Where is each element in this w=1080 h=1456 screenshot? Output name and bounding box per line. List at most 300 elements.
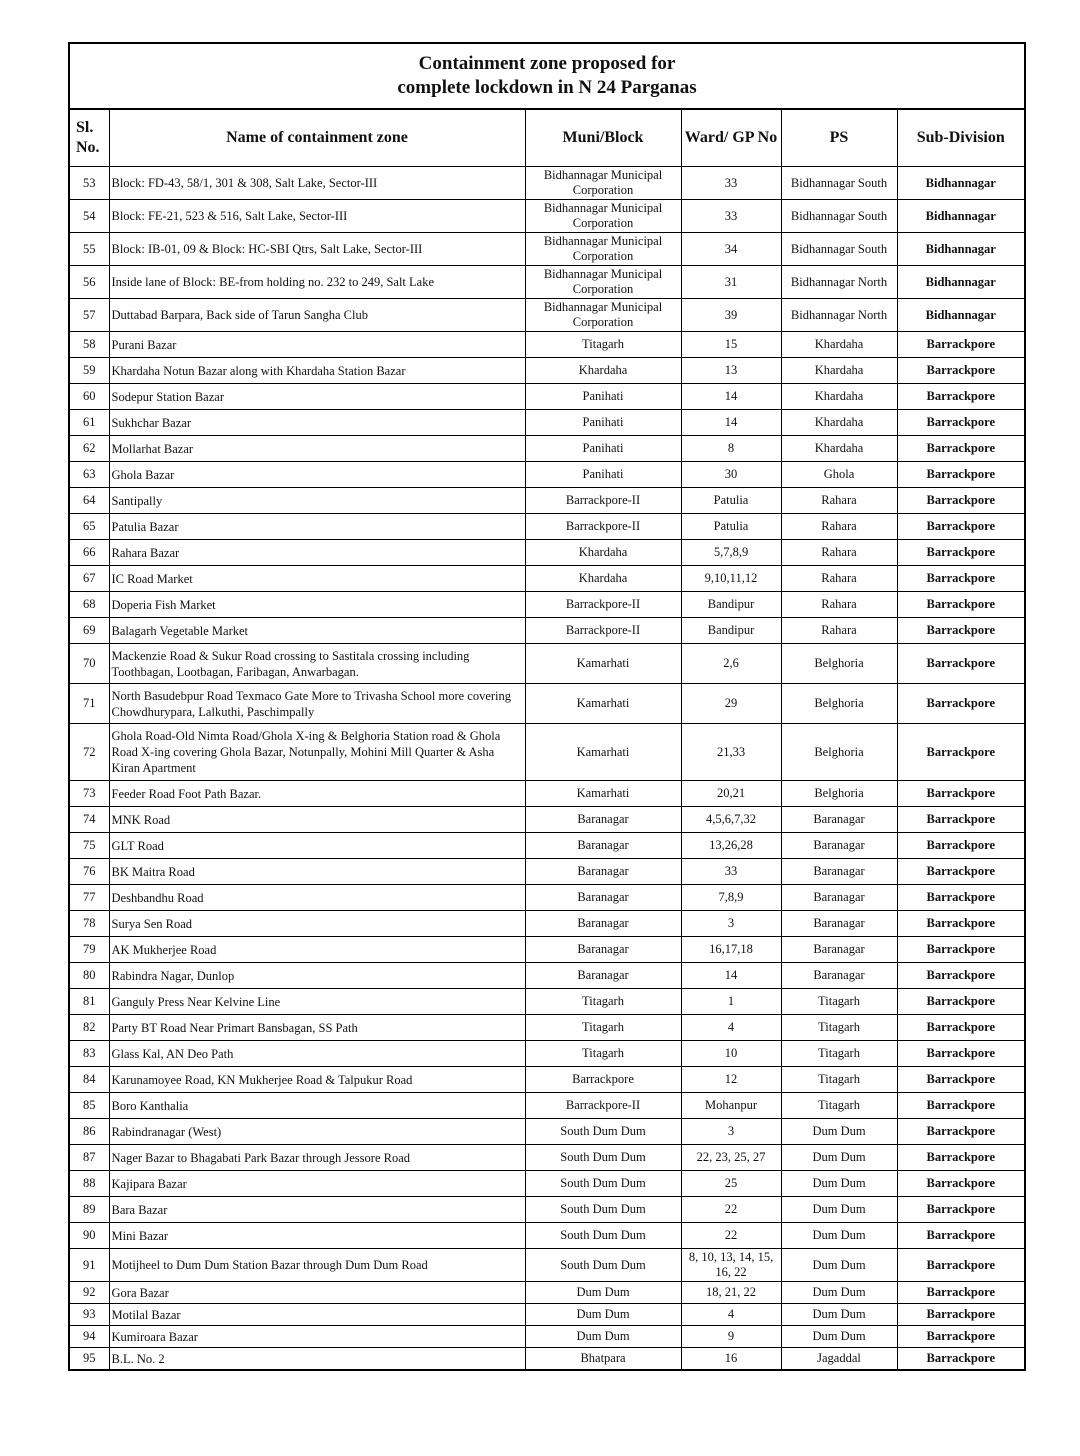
- cell-muni-block: South Dum Dum: [525, 1145, 681, 1171]
- title-line-2: complete lockdown in N 24 Parganas: [397, 77, 697, 98]
- cell-ward-gp: 5,7,8,9: [681, 540, 781, 566]
- table-row: [70, 644, 1024, 684]
- cell-zone-name: Gora Bazar: [109, 1282, 525, 1304]
- table-row: [70, 1171, 1024, 1197]
- cell-ward-gp: 33: [681, 859, 781, 885]
- cell-ward-gp: Patulia: [681, 514, 781, 540]
- cell-zone-name: Rahara Bazar: [109, 540, 525, 566]
- cell-zone-name: Deshbandhu Road: [109, 885, 525, 911]
- cell-sub-division: Bidhannagar: [897, 299, 1024, 332]
- cell-sl-no: 59: [70, 358, 109, 384]
- cell-ward-gp: 34: [681, 233, 781, 266]
- document-sheet: [68, 42, 1026, 1371]
- cell-zone-name: Motilal Bazar: [109, 1304, 525, 1326]
- cell-sl-no: 84: [70, 1067, 109, 1093]
- cell-sl-no: 88: [70, 1171, 109, 1197]
- cell-police-station: Titagarh: [781, 1067, 897, 1093]
- cell-ward-gp: 30: [681, 462, 781, 488]
- table-row: [70, 384, 1024, 410]
- cell-police-station: Bidhannagar North: [781, 299, 897, 332]
- cell-sub-division: Bidhannagar: [897, 200, 1024, 233]
- table-row: [70, 436, 1024, 462]
- cell-police-station: Baranagar: [781, 807, 897, 833]
- table-body: [70, 167, 1024, 1370]
- cell-sub-division: Barrackpore: [897, 1041, 1024, 1067]
- cell-muni-block: Titagarh: [525, 1041, 681, 1067]
- cell-sub-division: Barrackpore: [897, 618, 1024, 644]
- table-row: [70, 1119, 1024, 1145]
- cell-zone-name: GLT Road: [109, 833, 525, 859]
- cell-ward-gp: 14: [681, 410, 781, 436]
- cell-sub-division: Barrackpore: [897, 514, 1024, 540]
- cell-police-station: Belghoria: [781, 724, 897, 781]
- cell-ward-gp: 16,17,18: [681, 937, 781, 963]
- cell-ward-gp: 4: [681, 1015, 781, 1041]
- cell-sl-no: 72: [70, 724, 109, 781]
- cell-muni-block: Panihati: [525, 410, 681, 436]
- cell-sl-no: 64: [70, 488, 109, 514]
- cell-sl-no: 62: [70, 436, 109, 462]
- cell-ward-gp: 33: [681, 200, 781, 233]
- cell-sl-no: 57: [70, 299, 109, 332]
- cell-sub-division: Barrackpore: [897, 332, 1024, 358]
- table-row: [70, 1249, 1024, 1282]
- cell-sl-no: 83: [70, 1041, 109, 1067]
- cell-sl-no: 68: [70, 592, 109, 618]
- cell-ward-gp: 20,21: [681, 781, 781, 807]
- cell-sub-division: Barrackpore: [897, 1326, 1024, 1348]
- cell-ward-gp: 12: [681, 1067, 781, 1093]
- cell-sub-division: Barrackpore: [897, 410, 1024, 436]
- cell-police-station: Khardaha: [781, 410, 897, 436]
- cell-sl-no: 77: [70, 885, 109, 911]
- cell-muni-block: Kamarhati: [525, 684, 681, 724]
- cell-sub-division: Barrackpore: [897, 540, 1024, 566]
- table-row: [70, 989, 1024, 1015]
- cell-sub-division: Bidhannagar: [897, 233, 1024, 266]
- cell-ward-gp: 14: [681, 384, 781, 410]
- cell-police-station: Khardaha: [781, 436, 897, 462]
- table-row: [70, 233, 1024, 266]
- cell-sub-division: Barrackpore: [897, 358, 1024, 384]
- cell-muni-block: Barrackpore-II: [525, 618, 681, 644]
- cell-ward-gp: Patulia: [681, 488, 781, 514]
- cell-ward-gp: 9,10,11,12: [681, 566, 781, 592]
- cell-zone-name: Khardaha Notun Bazar along with Khardaha Station Bazar: [109, 358, 525, 384]
- cell-police-station: Rahara: [781, 488, 897, 514]
- cell-sl-no: 55: [70, 233, 109, 266]
- cell-ward-gp: 7,8,9: [681, 885, 781, 911]
- cell-sl-no: 61: [70, 410, 109, 436]
- cell-zone-name: Boro Kanthalia: [109, 1093, 525, 1119]
- cell-sub-division: Barrackpore: [897, 592, 1024, 618]
- cell-zone-name: Party BT Road Near Primart Bansbagan, SS Path: [109, 1015, 525, 1041]
- cell-sub-division: Barrackpore: [897, 724, 1024, 781]
- cell-sl-no: 86: [70, 1119, 109, 1145]
- cell-ward-gp: 3: [681, 1119, 781, 1145]
- cell-sl-no: 66: [70, 540, 109, 566]
- table-row: [70, 1145, 1024, 1171]
- cell-zone-name: Mini Bazar: [109, 1223, 525, 1249]
- cell-police-station: Dum Dum: [781, 1223, 897, 1249]
- col-header-sl-line1: Sl.: [76, 119, 94, 136]
- table-row: [70, 911, 1024, 937]
- table-row: [70, 410, 1024, 436]
- cell-sub-division: Bidhannagar: [897, 266, 1024, 299]
- cell-zone-name: Mackenzie Road & Sukur Road crossing to Sastitala crossing including Toothbagan, Lootbagan, Faribagan, Anwarbagan.: [109, 644, 525, 684]
- cell-sub-division: Barrackpore: [897, 1015, 1024, 1041]
- cell-muni-block: Baranagar: [525, 859, 681, 885]
- cell-ward-gp: Bandipur: [681, 618, 781, 644]
- cell-sub-division: Barrackpore: [897, 989, 1024, 1015]
- cell-zone-name: North Basudebpur Road Texmaco Gate More to Trivasha School more covering Chowdhurypara, Lalkuthi, Paschimpally: [109, 684, 525, 724]
- cell-muni-block: Kamarhati: [525, 781, 681, 807]
- cell-police-station: Khardaha: [781, 384, 897, 410]
- cell-police-station: Bidhannagar South: [781, 167, 897, 200]
- cell-muni-block: Barrackpore-II: [525, 592, 681, 618]
- containment-zone-table: [70, 110, 1024, 1369]
- cell-sub-division: Barrackpore: [897, 1171, 1024, 1197]
- cell-sub-division: Barrackpore: [897, 885, 1024, 911]
- table-row: [70, 540, 1024, 566]
- table-row: [70, 885, 1024, 911]
- col-header-muni: Muni/Block: [525, 110, 681, 167]
- cell-sl-no: 67: [70, 566, 109, 592]
- cell-police-station: Khardaha: [781, 332, 897, 358]
- col-header-sl: [70, 110, 109, 167]
- cell-zone-name: Inside lane of Block: BE-from holding no. 232 to 249, Salt Lake: [109, 266, 525, 299]
- cell-muni-block: Barrackpore-II: [525, 514, 681, 540]
- cell-sl-no: 65: [70, 514, 109, 540]
- cell-sl-no: 58: [70, 332, 109, 358]
- table-row: [70, 266, 1024, 299]
- table-row: [70, 299, 1024, 332]
- cell-muni-block: South Dum Dum: [525, 1171, 681, 1197]
- cell-sl-no: 90: [70, 1223, 109, 1249]
- table-row: [70, 167, 1024, 200]
- table-row: [70, 566, 1024, 592]
- cell-police-station: Dum Dum: [781, 1119, 897, 1145]
- cell-zone-name: Surya Sen Road: [109, 911, 525, 937]
- cell-zone-name: Ganguly Press Near Kelvine Line: [109, 989, 525, 1015]
- cell-zone-name: Ghola Road-Old Nimta Road/Ghola X-ing & Belghoria Station road & Ghola Road X-ing covering Ghola Bazar, Notunpally, Mohini Mill Quarter & Asha Kiran Apartment: [109, 724, 525, 781]
- cell-ward-gp: 33: [681, 167, 781, 200]
- cell-police-station: Baranagar: [781, 963, 897, 989]
- cell-police-station: Dum Dum: [781, 1326, 897, 1348]
- cell-zone-name: Bara Bazar: [109, 1197, 525, 1223]
- table-row: [70, 1304, 1024, 1326]
- cell-muni-block: Bidhannagar Municipal Corporation: [525, 299, 681, 332]
- cell-police-station: Dum Dum: [781, 1304, 897, 1326]
- cell-zone-name: Sukhchar Bazar: [109, 410, 525, 436]
- cell-zone-name: Mollarhat Bazar: [109, 436, 525, 462]
- cell-sub-division: Barrackpore: [897, 807, 1024, 833]
- cell-ward-gp: 13: [681, 358, 781, 384]
- cell-ward-gp: 29: [681, 684, 781, 724]
- cell-muni-block: South Dum Dum: [525, 1223, 681, 1249]
- cell-zone-name: Block: FD-43, 58/1, 301 & 308, Salt Lake, Sector-III: [109, 167, 525, 200]
- cell-zone-name: Ghola Bazar: [109, 462, 525, 488]
- cell-ward-gp: 4: [681, 1304, 781, 1326]
- table-row: [70, 488, 1024, 514]
- cell-sl-no: 80: [70, 963, 109, 989]
- cell-ward-gp: 1: [681, 989, 781, 1015]
- cell-zone-name: Kajipara Bazar: [109, 1171, 525, 1197]
- cell-sub-division: Barrackpore: [897, 436, 1024, 462]
- cell-ward-gp: 39: [681, 299, 781, 332]
- col-header-subdivision: Sub-Division: [897, 110, 1024, 167]
- cell-sub-division: Bidhannagar: [897, 167, 1024, 200]
- cell-zone-name: Block: FE-21, 523 & 516, Salt Lake, Sector-III: [109, 200, 525, 233]
- cell-sl-no: 71: [70, 684, 109, 724]
- table-row: [70, 358, 1024, 384]
- cell-police-station: Dum Dum: [781, 1145, 897, 1171]
- cell-muni-block: Panihati: [525, 436, 681, 462]
- col-header-ward: Ward/ GP No: [681, 110, 781, 167]
- cell-sl-no: 75: [70, 833, 109, 859]
- table-row: [70, 200, 1024, 233]
- table-row: [70, 937, 1024, 963]
- cell-zone-name: Motijheel to Dum Dum Station Bazar through Dum Dum Road: [109, 1249, 525, 1282]
- cell-ward-gp: Bandipur: [681, 592, 781, 618]
- title-line-1: Containment zone proposed for: [418, 53, 676, 74]
- cell-muni-block: Titagarh: [525, 1015, 681, 1041]
- table-row: [70, 462, 1024, 488]
- document-title: [70, 44, 1024, 110]
- cell-muni-block: Bidhannagar Municipal Corporation: [525, 167, 681, 200]
- cell-zone-name: Balagarh Vegetable Market: [109, 618, 525, 644]
- cell-sl-no: 78: [70, 911, 109, 937]
- cell-sl-no: 82: [70, 1015, 109, 1041]
- cell-sub-division: Barrackpore: [897, 684, 1024, 724]
- cell-muni-block: Khardaha: [525, 566, 681, 592]
- cell-muni-block: Khardaha: [525, 540, 681, 566]
- cell-sl-no: 56: [70, 266, 109, 299]
- cell-sl-no: 95: [70, 1348, 109, 1370]
- cell-zone-name: Feeder Road Foot Path Bazar.: [109, 781, 525, 807]
- cell-muni-block: Titagarh: [525, 332, 681, 358]
- cell-muni-block: South Dum Dum: [525, 1197, 681, 1223]
- cell-sub-division: Barrackpore: [897, 1304, 1024, 1326]
- table-row: [70, 1041, 1024, 1067]
- cell-police-station: Belghoria: [781, 644, 897, 684]
- cell-sub-division: Barrackpore: [897, 911, 1024, 937]
- cell-sub-division: Barrackpore: [897, 1249, 1024, 1282]
- table-row: [70, 684, 1024, 724]
- cell-sl-no: 87: [70, 1145, 109, 1171]
- col-header-name: Name of containment zone: [109, 110, 525, 167]
- cell-sl-no: 79: [70, 937, 109, 963]
- cell-sub-division: Barrackpore: [897, 859, 1024, 885]
- cell-zone-name: Glass Kal, AN Deo Path: [109, 1041, 525, 1067]
- cell-muni-block: Baranagar: [525, 807, 681, 833]
- cell-ward-gp: 22, 23, 25, 27: [681, 1145, 781, 1171]
- table-row: [70, 1197, 1024, 1223]
- cell-ward-gp: 8, 10, 13, 14, 15, 16, 22: [681, 1249, 781, 1282]
- cell-zone-name: Patulia Bazar: [109, 514, 525, 540]
- cell-police-station: Baranagar: [781, 833, 897, 859]
- cell-police-station: Rahara: [781, 566, 897, 592]
- cell-muni-block: South Dum Dum: [525, 1119, 681, 1145]
- cell-sl-no: 63: [70, 462, 109, 488]
- cell-sl-no: 60: [70, 384, 109, 410]
- cell-zone-name: Karunamoyee Road, KN Mukherjee Road & Talpukur Road: [109, 1067, 525, 1093]
- cell-muni-block: Baranagar: [525, 963, 681, 989]
- cell-ward-gp: 22: [681, 1223, 781, 1249]
- table-row: [70, 963, 1024, 989]
- table-row: [70, 1015, 1024, 1041]
- cell-sl-no: 89: [70, 1197, 109, 1223]
- cell-ward-gp: 22: [681, 1197, 781, 1223]
- table-row: [70, 1326, 1024, 1348]
- cell-ward-gp: 4,5,6,7,32: [681, 807, 781, 833]
- cell-muni-block: Bhatpara: [525, 1348, 681, 1370]
- cell-police-station: Bidhannagar North: [781, 266, 897, 299]
- table-row: [70, 1282, 1024, 1304]
- cell-sl-no: 94: [70, 1326, 109, 1348]
- cell-police-station: Baranagar: [781, 911, 897, 937]
- cell-zone-name: Kumiroara Bazar: [109, 1326, 525, 1348]
- cell-police-station: Jagaddal: [781, 1348, 897, 1370]
- cell-muni-block: Titagarh: [525, 989, 681, 1015]
- cell-sub-division: Barrackpore: [897, 1348, 1024, 1370]
- cell-ward-gp: 18, 21, 22: [681, 1282, 781, 1304]
- cell-ward-gp: 15: [681, 332, 781, 358]
- cell-ward-gp: 14: [681, 963, 781, 989]
- cell-zone-name: Santipally: [109, 488, 525, 514]
- table-row: [70, 514, 1024, 540]
- cell-police-station: Baranagar: [781, 937, 897, 963]
- cell-sub-division: Barrackpore: [897, 1197, 1024, 1223]
- cell-zone-name: Purani Bazar: [109, 332, 525, 358]
- cell-ward-gp: 3: [681, 911, 781, 937]
- cell-muni-block: Dum Dum: [525, 1282, 681, 1304]
- cell-zone-name: Block: IB-01, 09 & Block: HC-SBI Qtrs, Salt Lake, Sector-III: [109, 233, 525, 266]
- cell-sl-no: 74: [70, 807, 109, 833]
- cell-muni-block: Bidhannagar Municipal Corporation: [525, 200, 681, 233]
- cell-sub-division: Barrackpore: [897, 488, 1024, 514]
- cell-ward-gp: 25: [681, 1171, 781, 1197]
- cell-muni-block: Kamarhati: [525, 644, 681, 684]
- cell-sub-division: Barrackpore: [897, 1223, 1024, 1249]
- cell-muni-block: Kamarhati: [525, 724, 681, 781]
- table-row: [70, 592, 1024, 618]
- cell-muni-block: Baranagar: [525, 885, 681, 911]
- cell-sl-no: 70: [70, 644, 109, 684]
- cell-police-station: Dum Dum: [781, 1282, 897, 1304]
- cell-sub-division: Barrackpore: [897, 644, 1024, 684]
- table-row: [70, 332, 1024, 358]
- cell-muni-block: Barrackpore-II: [525, 1093, 681, 1119]
- cell-police-station: Belghoria: [781, 684, 897, 724]
- cell-zone-name: Sodepur Station Bazar: [109, 384, 525, 410]
- table-row: [70, 833, 1024, 859]
- col-header-ps: PS: [781, 110, 897, 167]
- cell-muni-block: Dum Dum: [525, 1304, 681, 1326]
- cell-muni-block: South Dum Dum: [525, 1249, 681, 1282]
- cell-police-station: Ghola: [781, 462, 897, 488]
- cell-sub-division: Barrackpore: [897, 1067, 1024, 1093]
- cell-zone-name: IC Road Market: [109, 566, 525, 592]
- cell-sub-division: Barrackpore: [897, 833, 1024, 859]
- table-row: [70, 1067, 1024, 1093]
- cell-sl-no: 73: [70, 781, 109, 807]
- cell-police-station: Baranagar: [781, 859, 897, 885]
- cell-sub-division: Barrackpore: [897, 1282, 1024, 1304]
- table-row: [70, 724, 1024, 781]
- cell-police-station: Bidhannagar South: [781, 233, 897, 266]
- table-row: [70, 618, 1024, 644]
- cell-police-station: Bidhannagar South: [781, 200, 897, 233]
- header-row: [70, 110, 1024, 167]
- cell-muni-block: Panihati: [525, 462, 681, 488]
- cell-sl-no: 91: [70, 1249, 109, 1282]
- cell-ward-gp: Mohanpur: [681, 1093, 781, 1119]
- cell-police-station: Dum Dum: [781, 1249, 897, 1282]
- cell-police-station: Titagarh: [781, 989, 897, 1015]
- cell-ward-gp: 21,33: [681, 724, 781, 781]
- col-header-sl-line2: No.: [76, 139, 100, 156]
- cell-sub-division: Barrackpore: [897, 566, 1024, 592]
- cell-police-station: Khardaha: [781, 358, 897, 384]
- cell-sl-no: 76: [70, 859, 109, 885]
- cell-sl-no: 85: [70, 1093, 109, 1119]
- cell-muni-block: Dum Dum: [525, 1326, 681, 1348]
- cell-police-station: Rahara: [781, 592, 897, 618]
- cell-ward-gp: 16: [681, 1348, 781, 1370]
- table-row: [70, 807, 1024, 833]
- cell-muni-block: Khardaha: [525, 358, 681, 384]
- cell-ward-gp: 9: [681, 1326, 781, 1348]
- cell-sl-no: 81: [70, 989, 109, 1015]
- cell-police-station: Titagarh: [781, 1015, 897, 1041]
- cell-police-station: Belghoria: [781, 781, 897, 807]
- cell-police-station: Rahara: [781, 540, 897, 566]
- cell-police-station: Titagarh: [781, 1093, 897, 1119]
- cell-sl-no: 92: [70, 1282, 109, 1304]
- table-row: [70, 781, 1024, 807]
- cell-ward-gp: 2,6: [681, 644, 781, 684]
- cell-sub-division: Barrackpore: [897, 937, 1024, 963]
- cell-sub-division: Barrackpore: [897, 462, 1024, 488]
- cell-zone-name: BK Maitra Road: [109, 859, 525, 885]
- cell-sub-division: Barrackpore: [897, 1145, 1024, 1171]
- cell-police-station: Baranagar: [781, 885, 897, 911]
- cell-sl-no: 93: [70, 1304, 109, 1326]
- cell-sl-no: 53: [70, 167, 109, 200]
- cell-sub-division: Barrackpore: [897, 963, 1024, 989]
- cell-zone-name: Rabindra Nagar, Dunlop: [109, 963, 525, 989]
- cell-police-station: Titagarh: [781, 1041, 897, 1067]
- cell-muni-block: Barrackpore-II: [525, 488, 681, 514]
- cell-zone-name: Doperia Fish Market: [109, 592, 525, 618]
- cell-zone-name: Nager Bazar to Bhagabati Park Bazar through Jessore Road: [109, 1145, 525, 1171]
- cell-police-station: Rahara: [781, 514, 897, 540]
- cell-sub-division: Barrackpore: [897, 781, 1024, 807]
- table-row: [70, 1223, 1024, 1249]
- cell-ward-gp: 10: [681, 1041, 781, 1067]
- cell-sub-division: Barrackpore: [897, 384, 1024, 410]
- table-row: [70, 859, 1024, 885]
- cell-zone-name: Rabindranagar (West): [109, 1119, 525, 1145]
- cell-muni-block: Baranagar: [525, 911, 681, 937]
- cell-muni-block: Bidhannagar Municipal Corporation: [525, 233, 681, 266]
- cell-muni-block: Panihati: [525, 384, 681, 410]
- cell-police-station: Dum Dum: [781, 1171, 897, 1197]
- cell-police-station: Rahara: [781, 618, 897, 644]
- cell-police-station: Dum Dum: [781, 1197, 897, 1223]
- cell-ward-gp: 8: [681, 436, 781, 462]
